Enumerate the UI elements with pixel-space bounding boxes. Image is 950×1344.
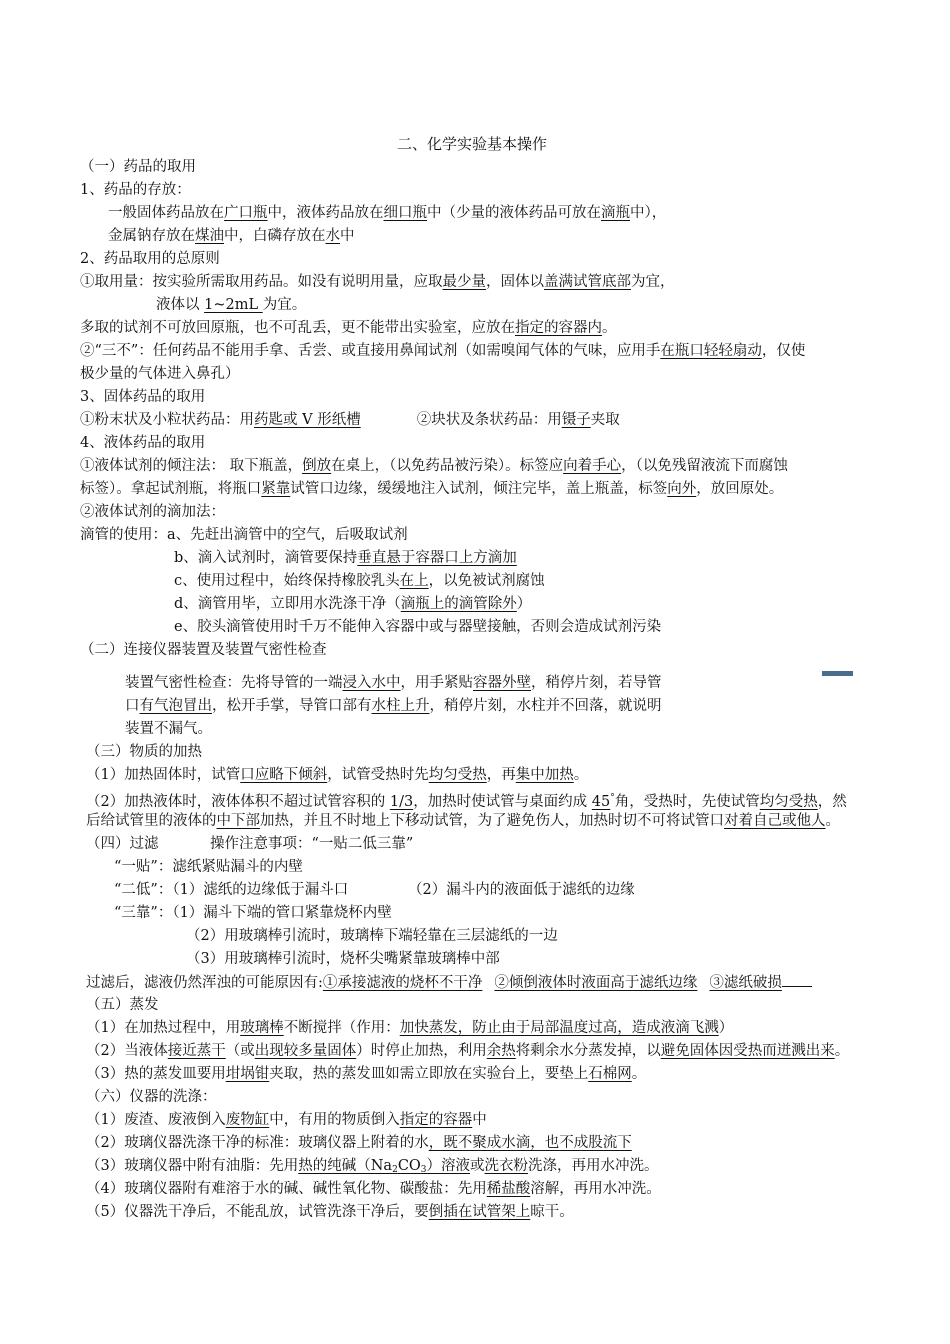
section-heading: （二）连接仪器装置及装置气密性检查 [80, 642, 327, 658]
text-line: 金属钠存放在煤油中，白磷存放在水中 [108, 228, 355, 244]
text-line: ②“三不”：任何药品不能用手拿、舌尝、或直接用鼻闻试剂（如需嗅闻气体的气味，应用手在瓶口轻轻扇动，仅使 [80, 343, 806, 359]
text-line: （3）热的蒸发皿要用坩埚钳夹取，热的蒸发皿如需立即放在实验台上，要垫上石棉网。 [86, 1066, 647, 1082]
text-line: e、胶头滴管使用时千万不能伸入容器中或与器壁接触，否则会造成试剂污染 [174, 619, 662, 635]
text-line: （1）在加热过程中，用玻璃棒不断搅拌（作用：加快蒸发，防止由于局部温度过高，造成液滴飞溅） [86, 1020, 734, 1036]
text-line: ①粉末状及小粒状药品：用药匙或 V 形纸槽 ②块状及条状药品：用镊子夹取 [80, 412, 620, 428]
text-line: “一贴”：滤纸紧贴漏斗的内壁 [114, 859, 303, 875]
text-line: 装置气密性检查：先将导管的一端浸入水中，用手紧贴容器外壁，稍停片刻，若导管 [125, 675, 662, 691]
paragraph-heading: 1、药品的存放： [80, 182, 191, 198]
paragraph-heading: 3、固体药品的取用 [80, 389, 206, 405]
text-line: （4）玻璃仪器附有难溶于水的碱、碱性氧化物、碳酸盐：先用稀盐酸溶解，再用水冲洗。 [86, 1181, 661, 1197]
text-line: “三靠”：（1）漏斗下端的管口紧靠烧杯内壁 [114, 905, 392, 921]
text-line: 滴管的使用：a、先赶出滴管中的空气，后吸取试剂 [80, 527, 408, 543]
text-line: （2）当液体接近蒸干（或出现较多量固体）时停止加热，利用余热将剩余水分蒸发掉，以避免固体因受热而迸溅出来。 [86, 1043, 850, 1059]
text-line: 标签）。拿起试剂瓶，将瓶口紧靠试管口边缘，缓缓地注入试剂，倾注完毕，盖上瓶盖，标签向外，放回原处。 [80, 481, 784, 497]
section-heading: （五）蒸发 [86, 997, 159, 1013]
text-line: ②液体试剂的滴加法： [80, 504, 225, 520]
text-line: （1）废渣、废液倒入废物缸中，有用的物质倒入指定的容器中 [86, 1112, 487, 1128]
text-line: 多取的试剂不可放回原瓶，也不可乱丢，更不能带出实验室，应放在指定的容器内。 [80, 320, 617, 336]
page-title: 二、化学实验基本操作 [397, 135, 548, 153]
text-line: 口有气泡冒出，松开手掌，导管口部有水柱上升，稍停片刻，水柱并不回落，就说明 [125, 698, 662, 714]
text-line: 后给试管里的液体的中下部加热，并且不时地上下移动试管，为了避免伤人，加热时切不可将试管口对着自己或他人。 [86, 813, 840, 829]
text-line: c、使用过程中，始终保持橡胶乳头在上，以免被试剂腐蚀 [174, 573, 545, 589]
text-line: 液体以 1~2mL 为宜。 [156, 297, 307, 313]
text-line: 装置不漏气。 [125, 721, 212, 737]
text-line: （3）用玻璃棒引流时，烧杯尖嘴紧靠玻璃棒中部 [186, 951, 500, 967]
section-heading: （三）物质的加热 [86, 744, 202, 760]
text-line: d、滴管用毕，立即用水洗涤干净（滴瓶上的滴管除外） [174, 596, 532, 612]
text-line: “二低”：（1）滤纸的边缘低于漏斗口 [114, 882, 349, 898]
text-line: （3）玻璃仪器中附有油脂：先用热的纯碱$(Na_2CO_3)$溶液或洗衣粉洗涤，再用水冲洗。 [86, 1158, 659, 1175]
decorative-bar [822, 671, 853, 676]
text-line: 极少量的气体进入鼻孔） [80, 366, 240, 382]
text-line: （2）漏斗内的液面低于滤纸的边缘 [408, 882, 635, 898]
section-heading: （四）过滤 [86, 836, 159, 852]
text-line: （2）加热液体时，液体体积不超过试管容积的 1/3，加热时使试管与桌面约成 45°角，受热时，先使试管均匀受热，然 [86, 793, 847, 810]
text-line: （5）仪器洗干净后，不能乱放，试管洗涤干净后，要倒插在试管架上晾干。 [86, 1204, 574, 1220]
text-line: ①液体试剂的倾注法： 取下瓶盖，倒放在桌上，（以免药品被污染）。标签应向着手心，（以免残留液流下而腐蚀 [80, 458, 788, 474]
text-line: ①取用量：按实验所需取用药品。如没有说明用量，应取最少量，固体以盖满试管底部为宜， [80, 274, 675, 290]
section-heading: （六）仪器的洗涤： [86, 1089, 217, 1105]
section-heading: （一）药品的取用 [80, 159, 196, 175]
text-line: （2）玻璃仪器洗涤干净的标准：玻璃仪器上附着的水，既不聚成水滴，也不成股流下 [86, 1135, 632, 1151]
text-line: 一般固体药品放在广口瓶中，液体药品放在细口瓶中（少量的液体药品可放在滴瓶中）， [108, 205, 667, 221]
text-line: （2）用玻璃棒引流时，玻璃棒下端轻靠在三层滤纸的一边 [186, 928, 558, 944]
text-line: b、滴入试剂时，滴管要保持垂直悬于容器口上方滴加 [174, 550, 517, 566]
paragraph-heading: 4、液体药品的取用 [80, 435, 206, 451]
text-line: （1）加热固体时，试管口应略下倾斜，试管受热时先均匀受热，再集中加热。 [86, 767, 589, 783]
paragraph-heading: 2、药品取用的总原则 [80, 251, 220, 267]
text-line: 过滤后，滤液仍然浑浊的可能原因有:①承接滤液的烧杯不干净 ②倾倒液体时液面高于滤纸边缘 ③滤纸破损 [86, 972, 812, 993]
text-line: 操作注意事项：“一贴二低三靠” [210, 836, 414, 852]
